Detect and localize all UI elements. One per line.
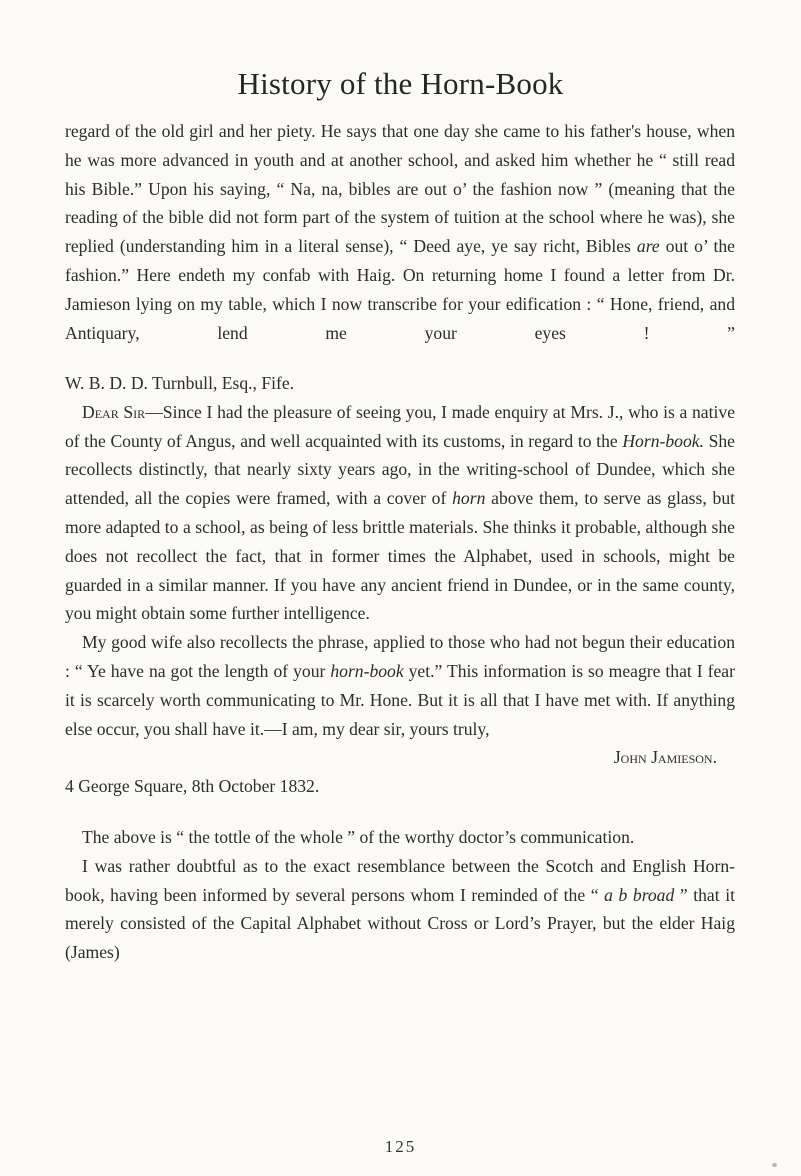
closing-text — [65, 823, 735, 967]
letter-text — [65, 369, 735, 801]
letter-paragraph-2-text-a: My good wife also recollects the phrase, applied to those who had not begun their education : “ Ye have na got the length of your — [65, 632, 735, 681]
paragraph-after-letter: The above is “ the tottle of the whole ” of the worthy doctor’s communication. — [82, 827, 635, 847]
main-text — [65, 117, 735, 347]
emphasis-horn-book-yet: horn-book — [330, 660, 404, 681]
running-title: History of the Horn-Book — [237, 66, 564, 101]
emphasis-a-b-broad: a b broad — [604, 884, 675, 905]
paragraph-last-text-b: ” that it merely consisted of the Capital Alphabet without Cross or Lord’s Prayer, but the elder Haig (James) — [65, 884, 735, 963]
paragraph-1-text-a: regard of the old girl and her piety. He says that one day she came to his father's house, when he was more advanced in youth and at another school, and asked him whether he “ still read his Bible.” Upon his saying, “ Na, na, bibles are out o’ the fashion now ” (meaning that the reading of the bible did not form part of the system of tuition at the school where he was), she replied (understanding him in a literal sense), “ Deed aye, ye say richt, Bibles — [65, 121, 735, 257]
signature: John Jamieson. — [613, 747, 717, 768]
paragraph-last-text-a: I was rather doubtful as to the exact resemblance between the Scotch and English Horn-book, having been informed by several persons whom I reminded of the “ — [65, 855, 735, 905]
emphasis-are: are — [636, 236, 660, 257]
salutation: Dear Sir — [82, 401, 146, 422]
page-number: 125 — [384, 1137, 417, 1156]
paper-speck — [772, 1163, 777, 1167]
letter-paragraph-1-text-b: She recollects distinctly, that nearly sixty years ago, in the writing-school of Dundee, which she attended, all the copies were framed, with a cover of — [65, 430, 735, 509]
letter-paragraph-1-text-c: above them, to serve as glass, but more adapted to a school, as being of less brittle materials. She thinks it probable, although she does not recollect the fact, that in former times the Alphabet, used in schools, might be guarded in a similar manner. If you have any ancient friend in Dundee, or in the same county, you might obtain some further intelligence. — [65, 488, 736, 624]
paragraph-last — [65, 852, 735, 967]
dateline: 4 George Square, 8th October 1832. — [65, 776, 320, 797]
paragraph-1 — [65, 117, 735, 347]
letter-paragraph-2 — [65, 628, 735, 743]
letter-paragraph-2-text-b: yet.” This information is so meagre that I fear it is scarcely worth communicating to Mr. Hone. But it is all that I have met with. If anything else occur, you shall have it.—I am, my dear sir, yours truly, — [65, 660, 735, 739]
letter-paragraph-1-text-a: —Since I had the pleasure of seeing you, I made enquiry at Mrs. J., who is a native of the County of Angus, and well acquainted with its customs, in regard to the — [65, 401, 735, 451]
letter-paragraph-1 — [65, 398, 735, 628]
emphasis-horn-book: Horn-book. — [622, 430, 704, 451]
addressee-line: W. B. D. D. Turnbull, Esq., Fife. — [65, 373, 295, 393]
emphasis-horn: horn — [452, 488, 486, 509]
paragraph-1-text-b: out o’ the fashion.” Here endeth my confab with Haig. On returning home I found a letter from Dr. Jamieson lying on my table, which I now transcribe for your edification : “ Hone, friend, and Antiquary, lend me your eyes ! ” — [65, 236, 735, 343]
